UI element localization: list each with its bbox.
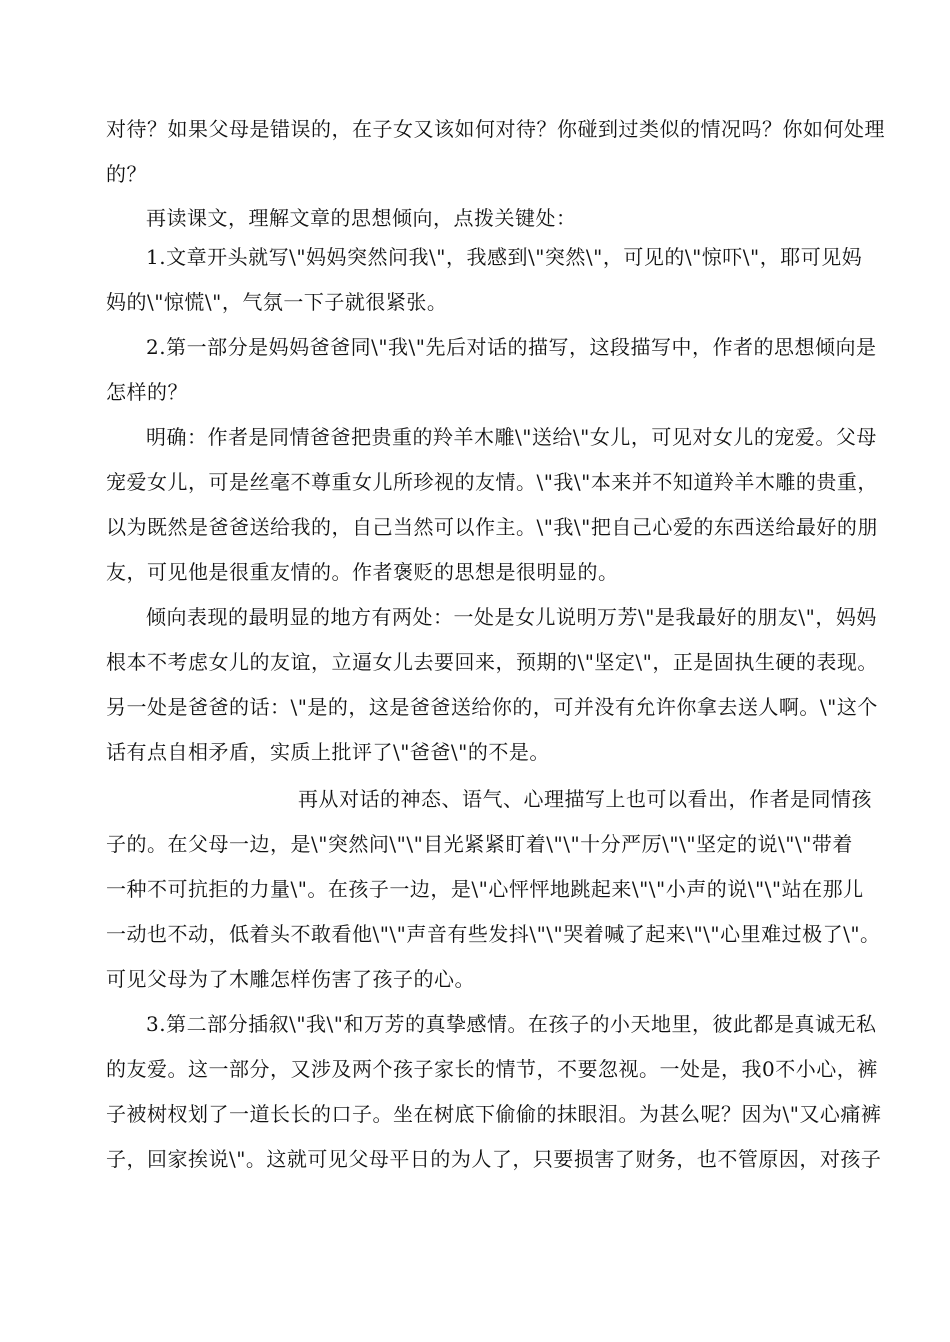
text-line: 倾向表现的最明显的地方有两处：一处是女儿说明万芳\"是我最好的朋友\"，妈妈 [146,605,877,629]
text-line: 子的。在父母一边，是\"突然问\"\"目光紧紧盯着\"\"十分严厉\"\"坚定的说\"\"带着 [106,832,853,856]
text-line: 再读课文，理解文章的思想倾向，点拨关键处： [146,206,577,230]
text-line: 1.文章开头就写\"妈妈突然问我\"，我感到\"突然\"，可见的\"惊吓\"，耶可见妈 [146,245,863,269]
text-line: 2.第一部分是妈妈爸爸同\"我\"先后对话的描写，这段描写中，作者的思想倾向是 [146,335,877,359]
text-line: 友，可见他是很重友情的。作者褒贬的思想是很明显的。 [106,560,619,584]
text-line: 宠爱女儿，可是丝毫不尊重女儿所珍视的友情。\"我\"本来并不知道羚羊木雕的贵重， [106,470,878,494]
text-line: 妈的\"惊慌\"，气氛一下子就很紧张。 [106,290,448,314]
text-line: 根本不考虑女儿的友谊，立逼女儿去要回来，预期的\"坚定\"，正是固执生硬的表现。 [106,650,878,674]
text-line: 子被树杈划了一道长长的口子。坐在树底下偷偷的抹眼泪。为甚么呢？因为\"又心痛裤 [106,1102,882,1126]
text-line: 一动也不动，低着头不敢看他\"\"声音有些发抖\"\"哭着喊了起来\"\"心里难过极了\"。 [106,922,881,946]
text-line: 子，回家挨说\"。这就可见父母平日的为人了，只要损害了财务，也不管原因，对孩子 [106,1147,882,1171]
text-line: 话有点自相矛盾，实质上批评了\"爸爸\"的不是。 [106,740,550,764]
text-line: 另一处是爸爸的话：\"是的，这是爸爸送给你的，可并没有允许你拿去送人啊。\"这个 [106,695,878,719]
text-line: 对待？如果父母是错误的，在子女又该如何对待？你碰到过类似的情况吗？你如何处理 [106,117,885,141]
text-line: 可见父母为了木雕怎样伤害了孩子的心。 [106,967,475,991]
text-line: 以为既然是爸爸送给我的，自己当然可以作主。\"我\"把自己心爱的东西送给最好的朋 [106,515,878,539]
text-line: 怎样的？ [106,380,188,404]
text-line: 的友爱。这一部分，又涉及两个孩子家长的情节，不要忽视。一处是，我0不小心，裤 [106,1057,878,1081]
text-line: 3.第二部分插叙\"我\"和万芳的真挚感情。在孩子的小天地里，彼此都是真诚无私 [146,1012,877,1036]
text-line: 明确：作者是同情爸爸把贵重的羚羊木雕\"送给\"女儿，可见对女儿的宠爱。父母 [146,425,877,449]
text-line: 的？ [106,162,147,186]
text-line: 一种不可抗拒的力量\"。在孩子一边，是\"心怦怦地跳起来\"\"小声的说\"\"站在那儿 [106,877,864,901]
text-line: 再从对话的神态、语气、心理描写上也可以看出，作者是同情孩 [298,787,872,811]
